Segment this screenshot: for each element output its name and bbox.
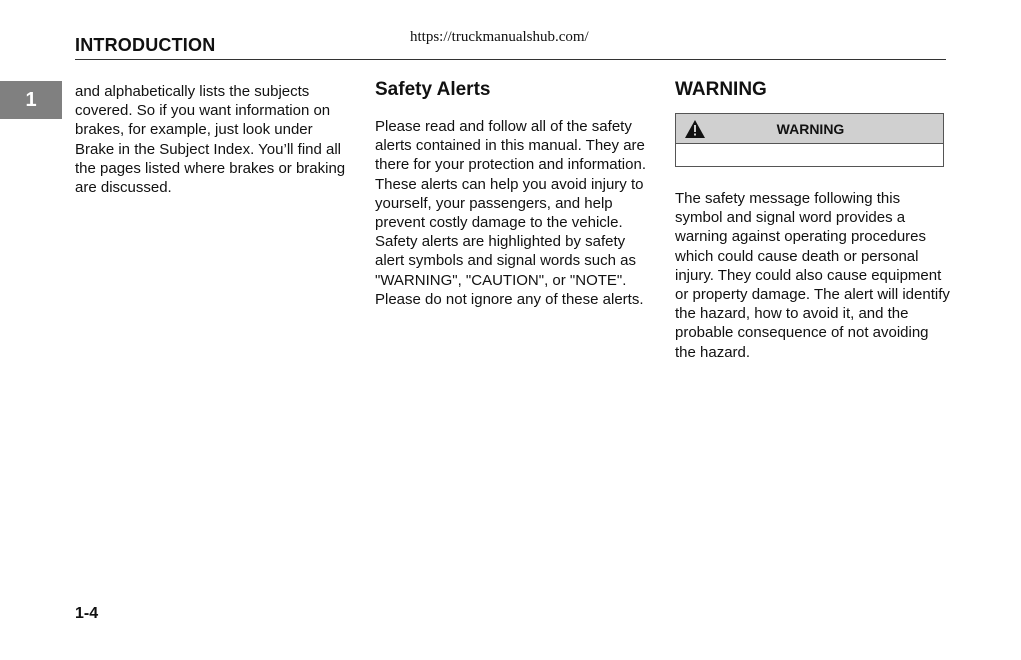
- warning-heading: WARNING: [675, 79, 767, 100]
- chapter-number: 1: [25, 88, 37, 111]
- intro-paragraph: and alphabetically lists the subjects covered. So if you want information on brakes, for example, just look under Brake in the Subject Index. You’ll find all the pages listed where brakes or braking are discussed.: [75, 83, 346, 197]
- warning-box-label: WARNING: [776, 121, 845, 137]
- intro-column: [75, 82, 355, 197]
- source-url: https://truckmanualshub.com/: [410, 29, 589, 45]
- safety-alerts-column: [375, 117, 655, 309]
- warning-paragraph: The safety message following this symbol and signal word provides a warning against operating procedures which could cause death or personal injury. They could also cause equipment or property damage. The alert will identify the hazard, how to avoid it, and the probable consequence of not avoiding the hazard.: [675, 190, 950, 361]
- header-divider: [75, 59, 946, 60]
- section-title: INTRODUCTION: [75, 35, 216, 55]
- chapter-tab: [0, 81, 62, 119]
- page-number: 1-4: [75, 605, 99, 622]
- safety-alerts-heading: Safety Alerts: [375, 79, 491, 100]
- safety-alerts-paragraph: Please read and follow all of the safety alerts contained in this manual. They are there for your protection and information. These alerts can help you avoid injury to yourself, your passengers, and help prevent costly damage to the vehicle. Safety alerts are highlighted by safety alert symbols and signal words such as "WARNING", "CAUTION", or "NOTE". Please do not ignore any of these alerts.: [375, 118, 646, 308]
- warning-column: [675, 189, 950, 362]
- warning-signal-box: [675, 113, 944, 167]
- warning-box-header: [676, 114, 943, 144]
